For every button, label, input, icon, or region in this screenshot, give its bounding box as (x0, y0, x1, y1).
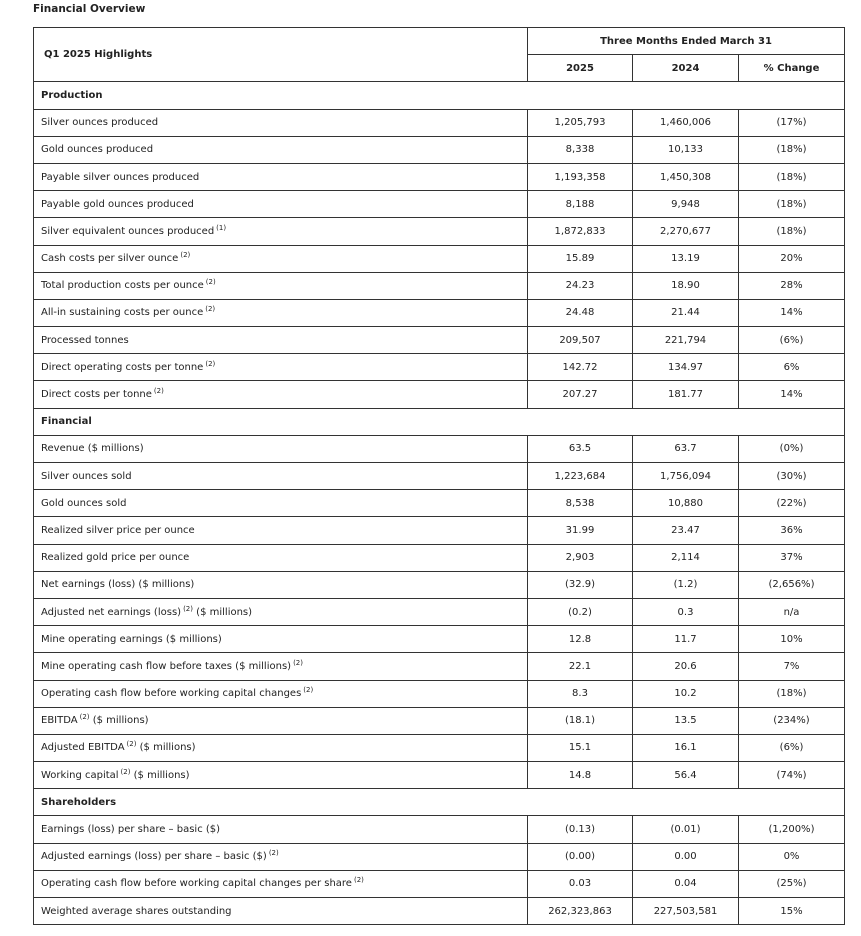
value-2025-cell: (18.1) (528, 707, 633, 734)
row-label: Mine operating cash flow before taxes ($ millions) (41, 660, 292, 672)
table-row (34, 762, 845, 789)
col-2024-header: 2024 (633, 55, 739, 82)
table-row (34, 354, 845, 381)
row-label: Realized gold price per ounce (41, 552, 190, 564)
table-row (34, 517, 845, 544)
row-label-cell (34, 245, 528, 272)
value-2025-cell: 1,193,358 (528, 163, 633, 190)
percent-change-cell: 6% (739, 354, 845, 381)
value-2025-cell: 24.48 (528, 299, 633, 326)
footnote-marker: (2) (180, 251, 191, 260)
value-2024-cell: 21.44 (633, 299, 739, 326)
value-2024-cell: 227,503,581 (633, 898, 739, 925)
section-title: Production (34, 82, 528, 109)
value-2025-cell: 14.8 (528, 762, 633, 789)
value-2024-cell: 11.7 (633, 626, 739, 653)
value-2024-cell: 221,794 (633, 327, 739, 354)
table-row (34, 653, 845, 680)
value-2024-cell: 2,270,677 (633, 218, 739, 245)
row-label-cell (34, 218, 528, 245)
table-row (34, 435, 845, 462)
footnote-marker: (2) (79, 713, 90, 722)
row-label-cell (34, 734, 528, 761)
row-label: Cash costs per silver ounce (41, 253, 179, 265)
row-label-cell (34, 517, 528, 544)
value-2025-cell: 12.8 (528, 626, 633, 653)
footnote-marker: (2) (205, 278, 216, 287)
value-2024-cell: 63.7 (633, 435, 739, 462)
footnote-marker: (2) (183, 604, 193, 613)
row-label: Net earnings (loss) ($ millions) (41, 579, 195, 591)
value-2025-cell: 15.1 (528, 734, 633, 761)
row-label: Working capital (41, 769, 119, 781)
percent-change-cell: 28% (739, 272, 845, 299)
row-label: All-in sustaining costs per ounce (41, 307, 204, 319)
row-label: Direct operating costs per tonne (41, 361, 204, 373)
value-2024-cell: 10,133 (633, 136, 739, 163)
row-label: Operating cash flow before working capital changes per share (41, 878, 352, 890)
row-label: Earnings (loss) per share – basic ($) (41, 824, 221, 836)
value-2025-cell: 0.03 (528, 870, 633, 897)
row-label: Silver equivalent ounces produced (41, 225, 215, 237)
percent-change-cell: 20% (739, 245, 845, 272)
row-label-cell (34, 898, 528, 925)
table-row (34, 272, 845, 299)
row-label-cell (34, 598, 528, 625)
percent-change-cell: (6%) (739, 327, 845, 354)
table-row (34, 245, 845, 272)
row-label: Revenue ($ millions) (41, 443, 144, 455)
value-2025-cell: 8,188 (528, 191, 633, 218)
value-2024-cell: 13.5 (633, 707, 739, 734)
value-2024-cell: 1,756,094 (633, 463, 739, 490)
percent-change-cell: 10% (739, 626, 845, 653)
row-label: Payable gold ounces produced (41, 198, 194, 210)
value-2024-cell: 56.4 (633, 762, 739, 789)
percent-change-cell: 0% (739, 843, 845, 870)
table-row (34, 816, 845, 843)
value-2025-cell: 22.1 (528, 653, 633, 680)
percent-change-cell: (18%) (739, 680, 845, 707)
row-label-suffix: ($ millions) (133, 769, 190, 781)
value-2024-cell: 10.2 (633, 680, 739, 707)
footnote-marker: (2) (120, 767, 131, 776)
col-change-header: % Change (739, 55, 845, 82)
percent-change-cell: (74%) (739, 762, 845, 789)
row-label-suffix: ($ millions) (92, 715, 149, 727)
section-spacer (528, 82, 845, 109)
percent-change-cell: (25%) (739, 870, 845, 897)
percent-change-cell: (18%) (739, 163, 845, 190)
row-label: Silver ounces produced (41, 117, 159, 129)
row-label-cell (34, 109, 528, 136)
row-label-cell (34, 136, 528, 163)
section-row (34, 408, 845, 435)
table-row (34, 136, 845, 163)
table-row (34, 734, 845, 761)
value-2025-cell: 2,903 (528, 544, 633, 571)
financial-overview-table (33, 27, 845, 925)
percent-change-cell: (18%) (739, 191, 845, 218)
value-2025-cell: 1,205,793 (528, 109, 633, 136)
footnote-marker: (2) (153, 387, 164, 396)
value-2025-cell: 1,223,684 (528, 463, 633, 490)
row-label-cell (34, 435, 528, 462)
row-label-cell (34, 354, 528, 381)
table-row (34, 598, 845, 625)
row-label: Adjusted net earnings (loss) (41, 606, 182, 618)
value-2024-cell: 13.19 (633, 245, 739, 272)
value-2025-cell: 63.5 (528, 435, 633, 462)
row-label-cell (34, 463, 528, 490)
footnote-marker: (2) (126, 740, 137, 749)
value-2024-cell: 9,948 (633, 191, 739, 218)
value-2025-cell: 8.3 (528, 680, 633, 707)
value-2024-cell: 134.97 (633, 354, 739, 381)
footnote-marker: (1) (216, 223, 227, 232)
row-label: Adjusted EBITDA (41, 742, 125, 754)
value-2025-cell: (0.13) (528, 816, 633, 843)
section-row (34, 82, 845, 109)
row-label-cell (34, 870, 528, 897)
value-2024-cell: (0.01) (633, 816, 739, 843)
value-2025-cell: 8,338 (528, 136, 633, 163)
row-label-cell (34, 272, 528, 299)
table-row (34, 299, 845, 326)
row-label-cell (34, 762, 528, 789)
value-2025-cell: 207.27 (528, 381, 633, 408)
percent-change-cell: (22%) (739, 490, 845, 517)
value-2024-cell: 0.00 (633, 843, 739, 870)
percent-change-cell: (6%) (739, 734, 845, 761)
row-label: Realized silver price per ounce (41, 524, 195, 536)
row-label-cell (34, 707, 528, 734)
value-2024-cell: 0.3 (633, 598, 739, 625)
row-label-cell (34, 816, 528, 843)
section-spacer (528, 789, 845, 816)
percent-change-cell: 14% (739, 381, 845, 408)
row-label: Mine operating earnings ($ millions) (41, 633, 222, 645)
footnote-marker: (2) (293, 658, 303, 667)
value-2025-cell: 31.99 (528, 517, 633, 544)
row-label: Weighted average shares outstanding (41, 905, 232, 917)
percent-change-cell: (18%) (739, 218, 845, 245)
percent-change-cell: (234%) (739, 707, 845, 734)
value-2025-cell: (32.9) (528, 571, 633, 598)
footnote-marker: (2) (205, 359, 216, 368)
table-row (34, 544, 845, 571)
value-2024-cell: 1,460,006 (633, 109, 739, 136)
value-2025-cell: 15.89 (528, 245, 633, 272)
table-body (34, 82, 845, 925)
row-label: Gold ounces sold (41, 497, 127, 509)
section-title: Financial (34, 408, 528, 435)
value-2024-cell: 20.6 (633, 653, 739, 680)
row-label-cell (34, 626, 528, 653)
percent-change-cell: n/a (739, 598, 845, 625)
table-row (34, 109, 845, 136)
section-spacer (528, 408, 845, 435)
section-row (34, 789, 845, 816)
row-label: Gold ounces produced (41, 144, 154, 156)
row-label-cell (34, 653, 528, 680)
row-label-cell (34, 327, 528, 354)
row-label: EBITDA (41, 715, 78, 727)
highlights-header: Q1 2025 Highlights (34, 28, 528, 82)
row-label-cell (34, 299, 528, 326)
row-label: Total production costs per ounce (41, 280, 204, 292)
value-2024-cell: 10,880 (633, 490, 739, 517)
row-label-cell (34, 680, 528, 707)
row-label-suffix: ($ millions) (196, 606, 253, 618)
row-label-cell (34, 571, 528, 598)
row-label-suffix: ($ millions) (139, 742, 196, 754)
percent-change-cell: 7% (739, 653, 845, 680)
table-row (34, 626, 845, 653)
row-label-cell (34, 163, 528, 190)
value-2025-cell: 142.72 (528, 354, 633, 381)
row-label-cell (34, 544, 528, 571)
table-row (34, 870, 845, 897)
table-row (34, 843, 845, 870)
table-row (34, 381, 845, 408)
footnote-marker: (2) (303, 686, 314, 695)
table-row (34, 218, 845, 245)
table-row (34, 571, 845, 598)
percent-change-cell: 14% (739, 299, 845, 326)
value-2025-cell: 24.23 (528, 272, 633, 299)
footnote-marker: (2) (205, 305, 216, 314)
footnote-marker: (2) (268, 849, 279, 858)
value-2024-cell: 181.77 (633, 381, 739, 408)
section-title: Shareholders (34, 789, 528, 816)
row-label-cell (34, 490, 528, 517)
row-label: Operating cash flow before working capital changes (41, 688, 302, 700)
percent-change-cell: 37% (739, 544, 845, 571)
value-2024-cell: 0.04 (633, 870, 739, 897)
row-label: Adjusted earnings (loss) per share – basic ($) (41, 851, 267, 863)
value-2025-cell: 209,507 (528, 327, 633, 354)
col-2025-header: 2025 (528, 55, 633, 82)
table-row (34, 327, 845, 354)
value-2024-cell: 1,450,308 (633, 163, 739, 190)
table-row (34, 191, 845, 218)
percent-change-cell: 36% (739, 517, 845, 544)
row-label-cell (34, 843, 528, 870)
value-2025-cell: 262,323,863 (528, 898, 633, 925)
row-label-cell (34, 381, 528, 408)
table-row (34, 898, 845, 925)
row-label: Silver ounces sold (41, 470, 132, 482)
table-row (34, 463, 845, 490)
value-2025-cell: 8,538 (528, 490, 633, 517)
table-row (34, 163, 845, 190)
percent-change-cell: (0%) (739, 435, 845, 462)
row-label: Payable silver ounces produced (41, 171, 200, 183)
percent-change-cell: (18%) (739, 136, 845, 163)
percent-change-cell: (1,200%) (739, 816, 845, 843)
table-row (34, 680, 845, 707)
percent-change-cell: (17%) (739, 109, 845, 136)
value-2025-cell: 1,872,833 (528, 218, 633, 245)
value-2025-cell: (0.00) (528, 843, 633, 870)
row-label: Processed tonnes (41, 334, 129, 346)
value-2024-cell: (1.2) (633, 571, 739, 598)
footnote-marker: (2) (353, 876, 364, 885)
value-2024-cell: 16.1 (633, 734, 739, 761)
table-row (34, 490, 845, 517)
percent-change-cell: 15% (739, 898, 845, 925)
value-2024-cell: 23.47 (633, 517, 739, 544)
row-label: Direct costs per tonne (41, 389, 152, 401)
row-label-cell (34, 191, 528, 218)
page-title: Financial Overview (33, 3, 146, 15)
percent-change-cell: (2,656%) (739, 571, 845, 598)
table-row (34, 707, 845, 734)
value-2025-cell: (0.2) (528, 598, 633, 625)
value-2024-cell: 2,114 (633, 544, 739, 571)
percent-change-cell: (30%) (739, 463, 845, 490)
value-2024-cell: 18.90 (633, 272, 739, 299)
period-header: Three Months Ended March 31 (528, 28, 845, 55)
